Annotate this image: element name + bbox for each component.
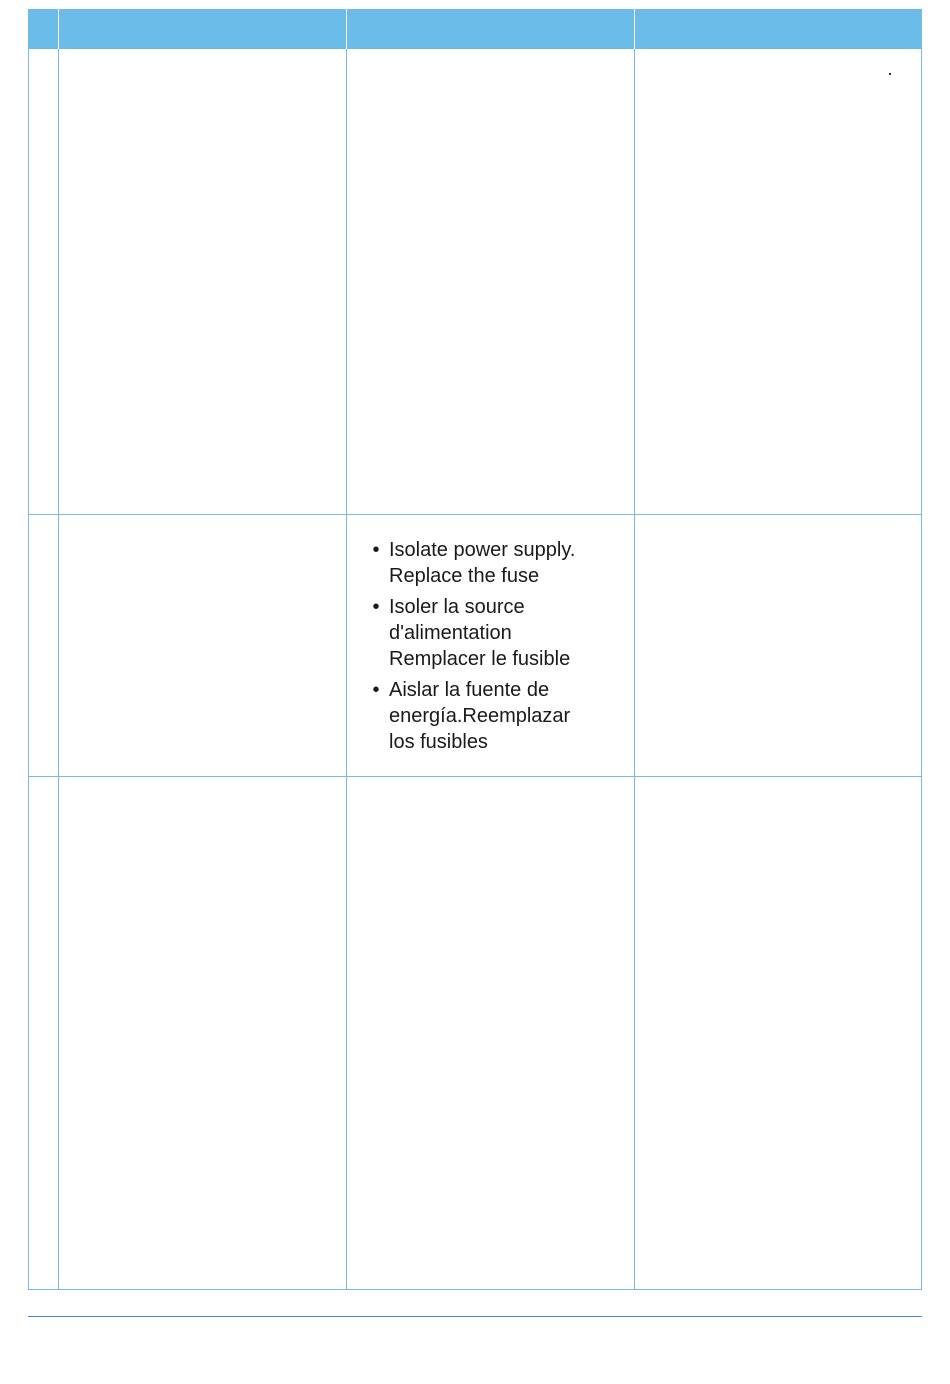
list-item-text: Replace the fuse [389,565,540,587]
table-row-1-problem [59,50,346,514]
header-cell-solution [347,9,634,49]
list-item-text: Isolate power supply. [389,539,576,561]
table-row-3-notes [635,777,922,1289]
header-divider [634,9,635,49]
table-header-row [29,9,921,49]
list-item-text: Aislar la fuente de [389,679,550,701]
list-item-text: d'alimentation [389,622,512,644]
table-row-3-problem [59,777,346,1289]
table-row-3-solution [347,777,634,1289]
troubleshooting-table [28,9,922,1290]
table-row-3-index [29,777,58,1289]
header-divider [346,9,347,49]
bullet-glyph: • [372,596,380,618]
bullet-glyph: • [372,539,380,561]
list-item-text: Remplacer le fusible [389,648,571,670]
table-row-1-notes [635,50,922,514]
table-row-2-problem [59,515,346,776]
table-row-2-solution [367,537,627,760]
stray-dot-mark [889,73,891,75]
solution-bullet-list [367,537,627,755]
header-cell-index [29,9,58,49]
header-cell-notes [635,9,922,49]
table-row-2-index [29,515,58,776]
list-item [367,677,627,755]
list-item [367,594,627,672]
list-item [367,537,627,589]
bullet-glyph: • [372,679,380,701]
table-row-1-solution [347,50,634,514]
header-cell-problem [59,9,346,49]
table-row-1-index [29,50,58,514]
list-item-text: los fusibles [389,731,488,753]
list-item-text: Isoler la source [389,596,525,618]
table-row-2-notes [635,515,922,776]
header-divider [58,9,59,49]
list-item-text: energía.Reemplazar [389,705,571,727]
footer-rule [28,1316,922,1317]
